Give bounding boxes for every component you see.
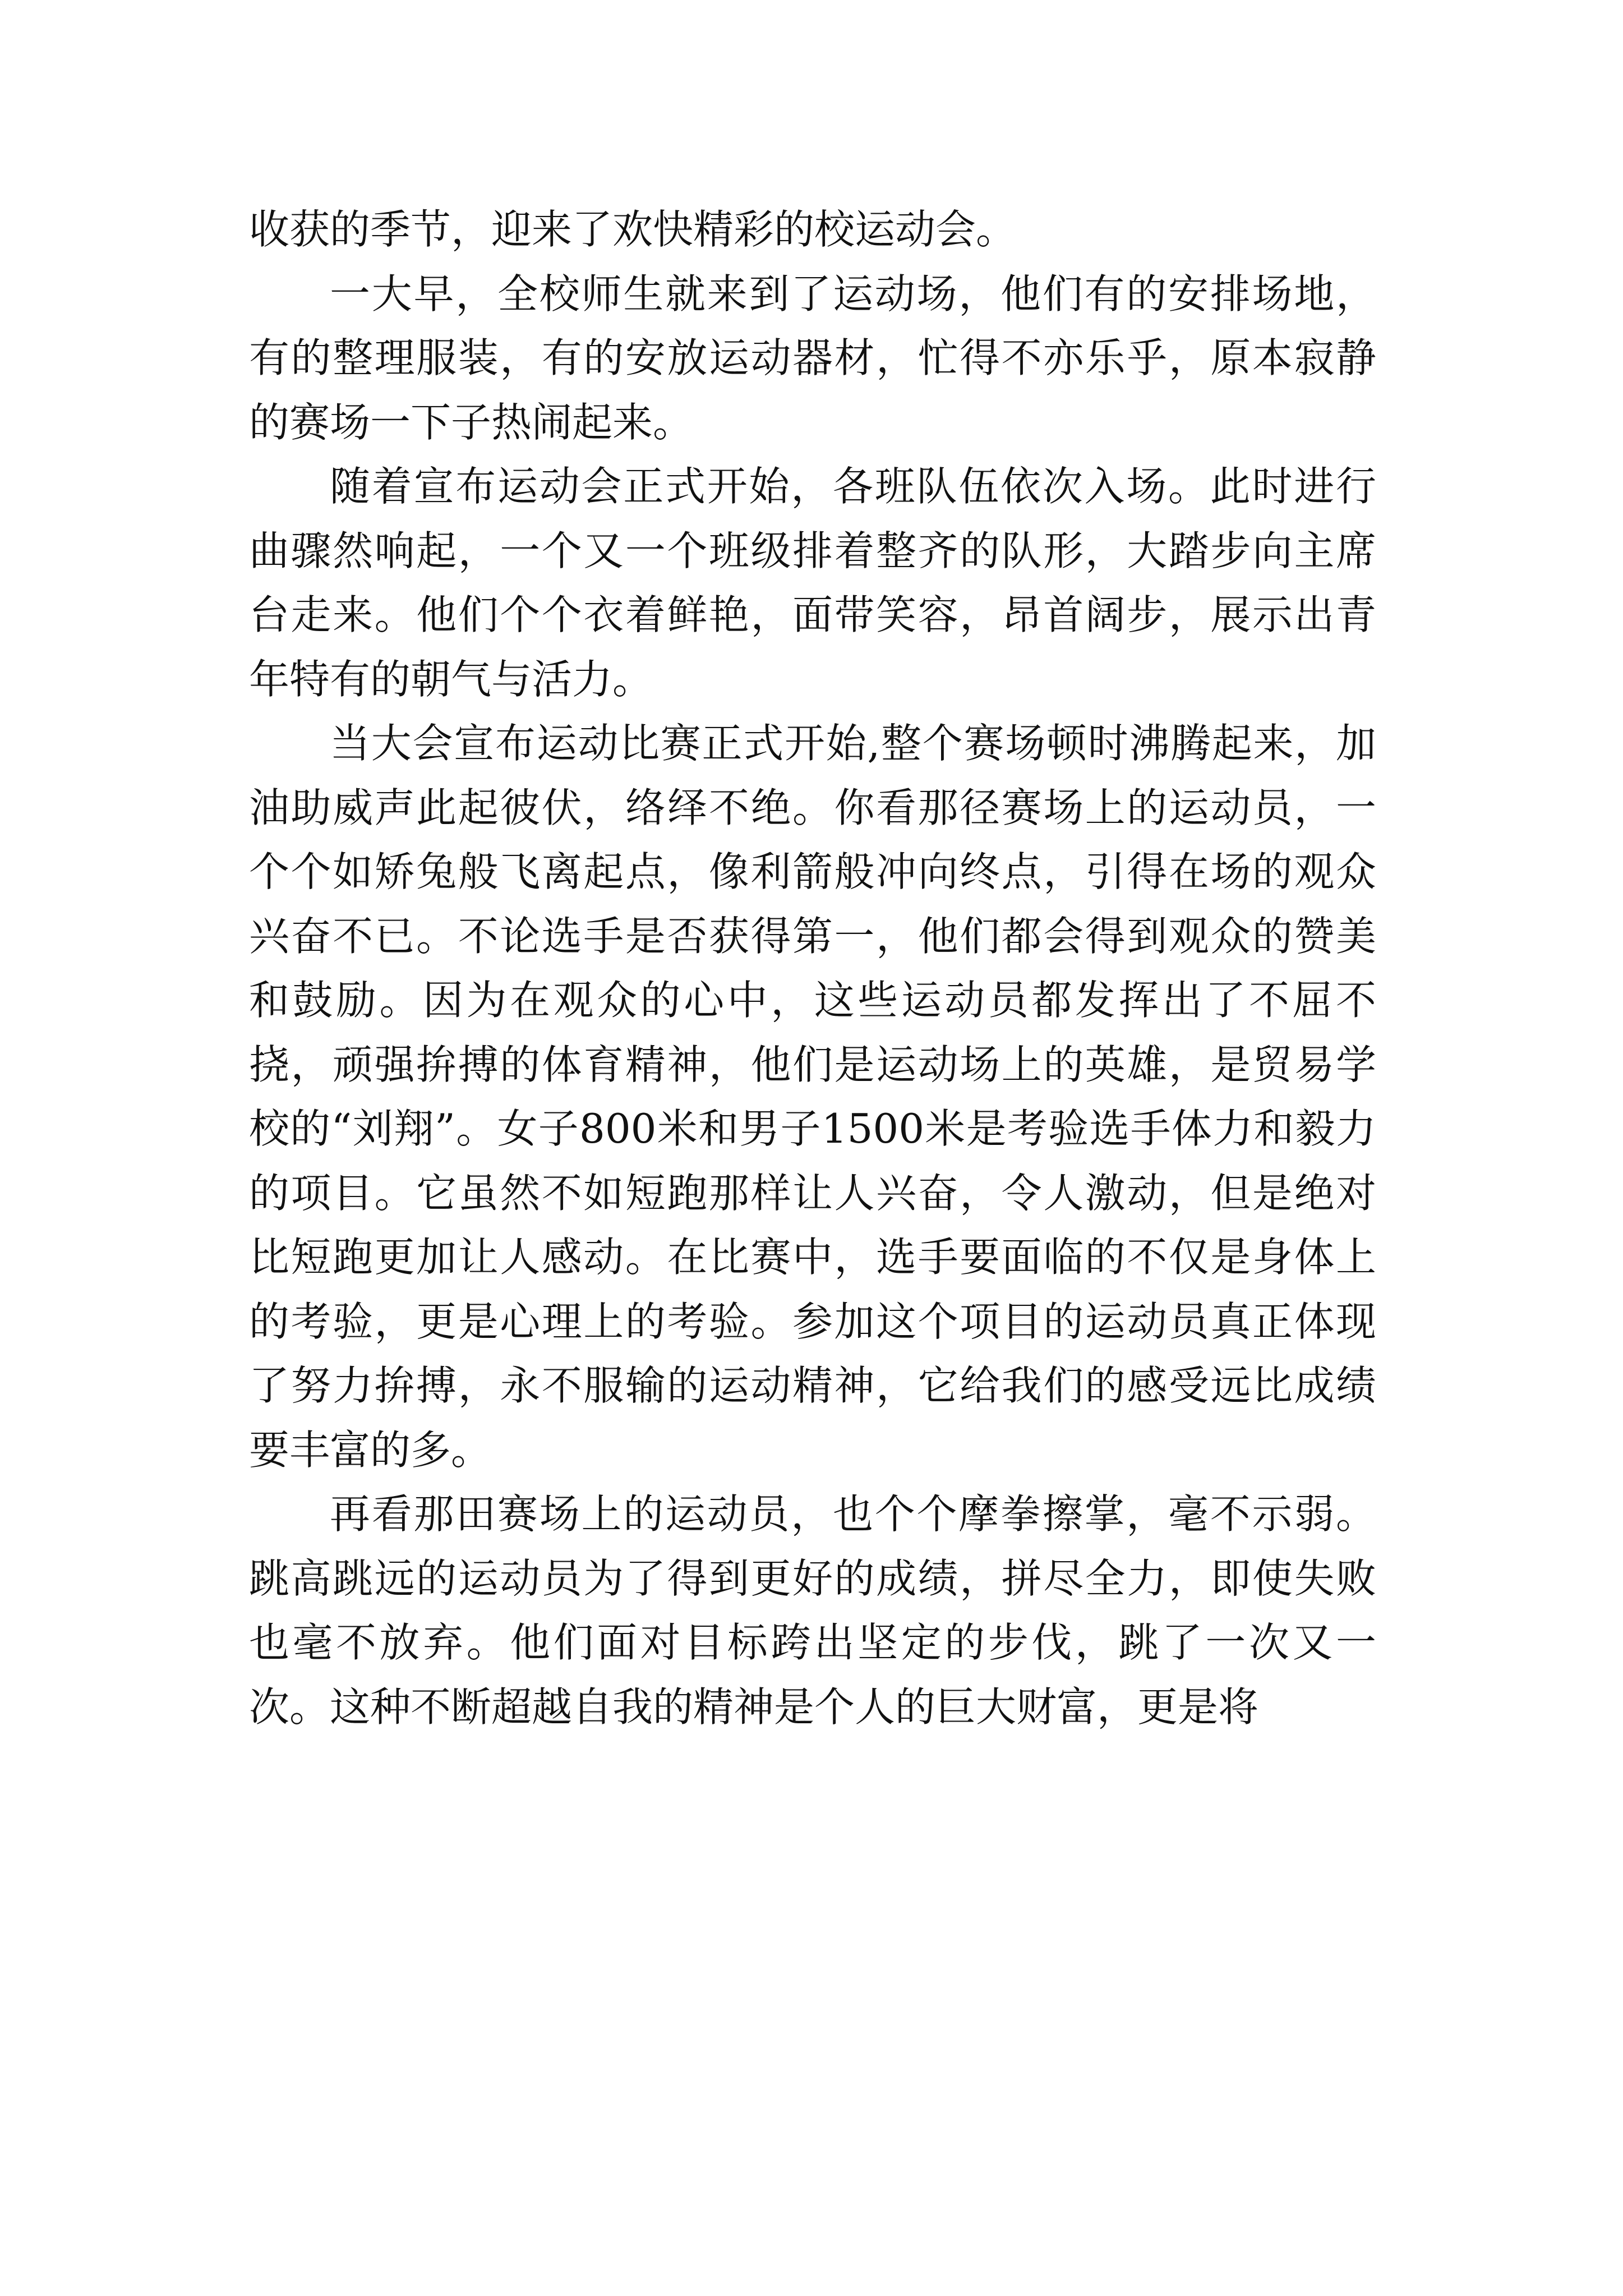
paragraph-1: 收获的季节，迎来了欢快精彩的校运动会。 [249,206,1017,253]
paragraph-5: 再看那田赛场上的运动员，也个个摩拳擦掌，毫不示弱。跳高跳远的运动员为了得到更好的成绩，拼尽全力，即使失败也毫不放弃。他们面对目标跨出坚定的步伐，跳了一次又一次。这种不断超越自我的精神是个人的巨大财富，更是将 [249,1490,1376,1731]
document-body [249,197,1376,1739]
paragraph-4: 当大会宣布运动比赛正式开始,整个赛场顿时沸腾起来，加油助威声此起彼伏，络绎不绝。你看那径赛场上的运动员，一个个如矫兔般飞离起点，像利箭般冲向终点，引得在场的观众兴奋不已。不论选手是否获得第一，他们都会得到观众的赞美和鼓励。因为在观众的心中，这些运动员都发挥出了不屈不挠，顽强拚搏的体育精神，他们是运动场上的英雄，是贸易学校的“刘翔”。女子800米和男子1500米是考验选手体力和毅力的项目。它虽然不如短跑那样让人兴奋，令人激动，但是绝对比短跑更加让人感动。在比赛中，选手要面临的不仅是身体上的考验，更是心理上的考验。参加这个项目的运动员真正体现了努力拚搏，永不服输的运动精神，它给我们的感受远比成绩要丰富的多。 [249,720,1376,1474]
paragraph-3: 随着宣布运动会正式开始，各班队伍依次入场。此时进行曲骤然响起，一个又一个班级排着整齐的队形，大踏步向主席台走来。他们个个衣着鲜艳，面带笑容，昂首阔步，展示出青年特有的朝气与活力。 [249,463,1376,703]
paragraph-2: 一大早，全校师生就来到了运动场，他们有的安排场地，有的整理服装，有的安放运动器材，忙得不亦乐乎，原本寂静的赛场一下子热闹起来。 [249,270,1376,446]
